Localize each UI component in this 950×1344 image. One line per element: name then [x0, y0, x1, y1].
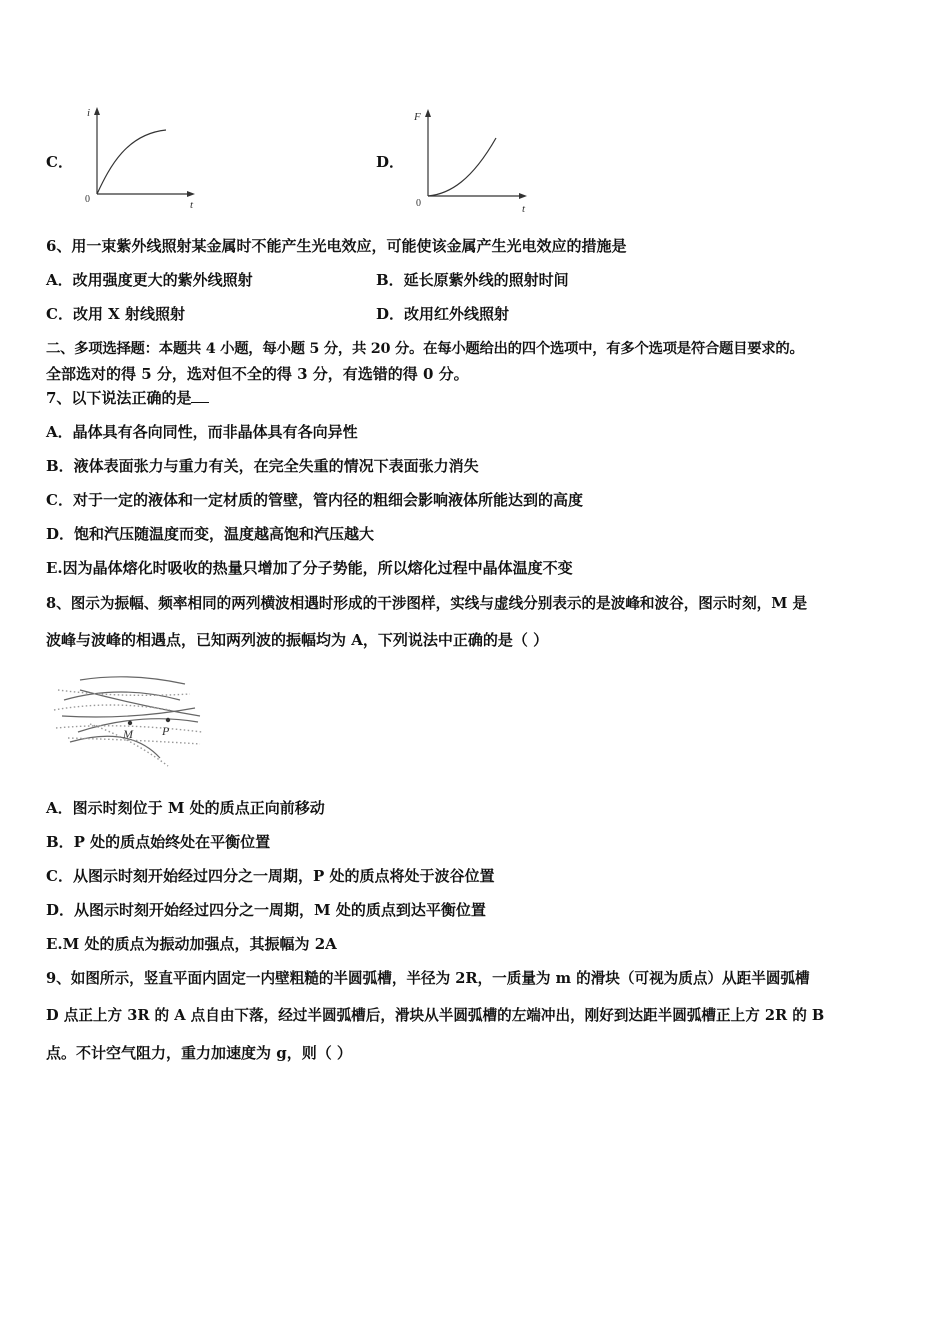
trough-line-1	[58, 690, 190, 695]
q7-option-e: E.因为晶体熔化时吸收的热量只增加了分子势能，所以熔化过程中晶体温度不变	[46, 559, 573, 577]
graph-d-curve	[428, 138, 496, 196]
q9-stem-line1: 9、如图所示，竖直平面内固定一内壁粗糙的半圆弧槽，半径为 2R，一质量为 m 的滑块（可视为质点）从距半圆弧槽	[46, 970, 810, 987]
point-p-marker	[166, 718, 170, 722]
graph-c-curve	[97, 130, 166, 194]
point-p-label: P	[162, 724, 170, 738]
q6-option-a: A．改用强度更大的紫外线照射	[46, 271, 253, 289]
q8-interference-figure	[50, 670, 210, 770]
q6-stem: 6、用一束紫外线照射某金属时不能产生光电效应，可能使该金属产生光电效应的措施是	[46, 237, 627, 255]
q9-stem-line2: D 点正上方 3R 的 A 点自由下落，经过半圆弧槽后，滑块从半圆弧槽的左端冲出，刚好到达距半圆弧槽正上方 2R 的 B	[46, 1007, 825, 1024]
q9-stem-line3: 点。不计空气阻力，重力加速度为 g，则（ ）	[46, 1044, 352, 1062]
crest-line-1	[80, 677, 185, 684]
q8-option-a: A．图示时刻位于 M 处的质点正向前移动	[46, 799, 325, 817]
q5-option-d-label: D．	[376, 153, 405, 171]
q8-option-e: E.M 处的质点为振动加强点，其振幅为 2A	[46, 935, 337, 953]
graph-d-x-arrow	[519, 193, 527, 199]
graph-c-origin: 0	[85, 194, 90, 205]
q8-option-b: B．P 处的质点始终处在平衡位置	[46, 833, 271, 851]
section2-instructions-line2: 全部选对的得 5 分，选对但不全的得 3 分，有选错的得 0 分。	[46, 365, 469, 383]
crest-line-2	[64, 692, 180, 700]
q6-option-b: B．延长原紫外线的照射时间	[376, 271, 569, 289]
q5-graph-c	[82, 104, 202, 214]
answer-blank	[191, 388, 209, 403]
q5-graph-d	[410, 104, 540, 216]
graph-c-y-label: i	[87, 107, 91, 119]
q5-option-c-label: C．	[46, 153, 73, 171]
graph-d-y-arrow	[425, 109, 431, 117]
q8-stem-line2: 波峰与波峰的相遇点，已知两列波的振幅均为 A，下列说法中正确的是（ ）	[46, 631, 549, 649]
graph-c-x-arrow	[187, 191, 195, 197]
q8-stem-line1: 8、图示为振幅、频率相同的两列横波相遇时形成的干涉图样，实线与虚线分别表示的是波峰和波谷，图示时刻，M 是	[46, 595, 808, 612]
q6-option-c: C．改用 X 射线照射	[46, 305, 186, 323]
q7-option-d: D．饱和汽压随温度而变，温度越高饱和汽压越大	[46, 525, 375, 543]
q8-option-c: C．从图示时刻开始经过四分之一周期，P 处的质点将处于波谷位置	[46, 867, 495, 885]
q7-option-c: C．对于一定的液体和一定材质的管壁，管内径的粗细会影响液体所能达到的高度	[46, 491, 583, 509]
q8-option-d: D．从图示时刻开始经过四分之一周期，M 处的质点到达平衡位置	[46, 901, 486, 919]
point-m-label: M	[123, 727, 133, 741]
graph-d-origin: 0	[416, 198, 421, 209]
q6-option-d: D．改用红外线照射	[376, 305, 510, 323]
graph-c-y-arrow	[94, 107, 100, 115]
point-m-marker	[128, 721, 132, 725]
graph-d-y-label: F	[414, 111, 421, 123]
q7-option-a: A．晶体具有各向同性，而非晶体具有各向异性	[46, 423, 358, 441]
section2-instructions-line1: 二、多项选择题：本题共 4 小题，每小题 5 分，共 20 分。在每小题给出的四个选项中，有多个选项是符合题目要求的。	[46, 340, 804, 357]
graph-d-x-label: t	[522, 203, 526, 215]
crest-line-4	[62, 708, 195, 717]
q7-stem-text: 7、以下说法正确的是	[46, 389, 192, 407]
graph-c-x-label: t	[190, 199, 194, 211]
q7-stem	[46, 388, 209, 408]
q7-option-b: B．液体表面张力与重力有关，在完全失重的情况下表面张力消失	[46, 457, 479, 475]
crest-line-6	[70, 736, 160, 758]
